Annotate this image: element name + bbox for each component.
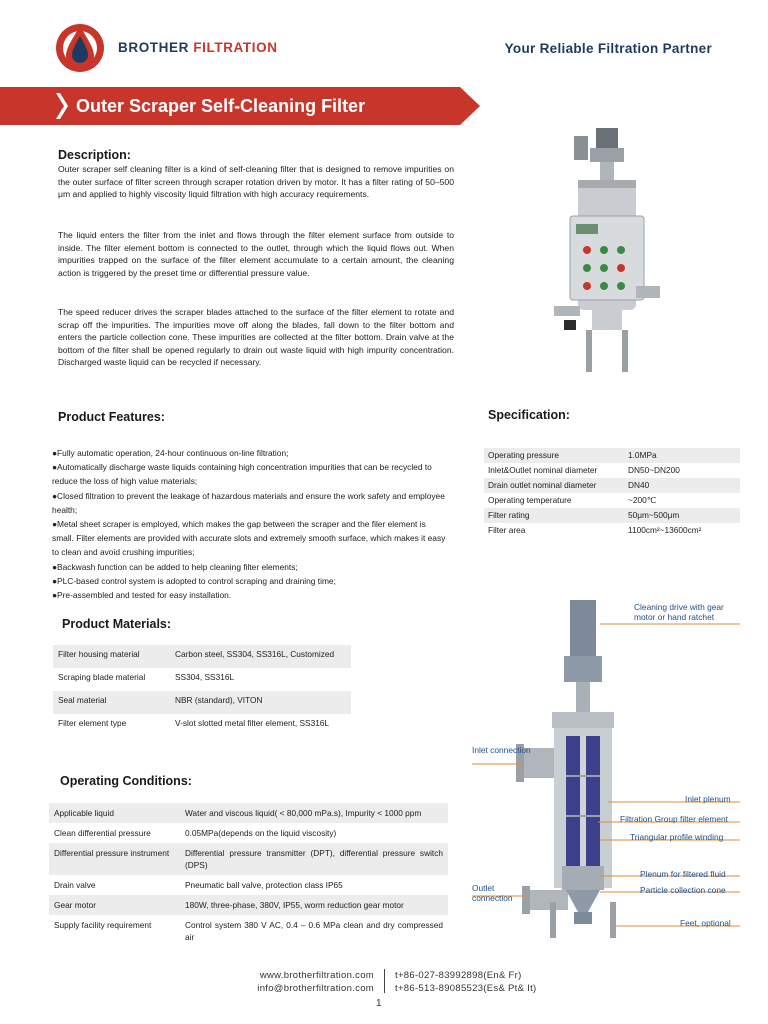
callout-triangular-winding: Triangular profile winding bbox=[630, 832, 724, 842]
footer-contact-web bbox=[242, 969, 374, 995]
callout-feet: Feet, optional bbox=[680, 918, 731, 928]
callout-inlet-plenum: Inlet plenum bbox=[685, 794, 731, 804]
callout-particle-cone: Particle collection cone bbox=[640, 885, 726, 895]
specification-heading: Specification: bbox=[488, 408, 570, 422]
condition-key: Gear motor bbox=[49, 895, 180, 915]
footer-divider bbox=[384, 969, 385, 993]
filter-product-photo bbox=[552, 126, 662, 376]
callout-filtration-group: Filtration Group filter element bbox=[620, 814, 728, 824]
condition-key: Applicable liquid bbox=[49, 803, 180, 823]
description-paragraph-1: Outer scraper self cleaning filter is a kind of self-cleaning filter that is designed to remove impurities on the outer surface of filter screen through scraper rotation driven by motor. It has a filter rating of 50–500 μm and applied to highly viscosity liquid filtration with high accuracy requirements. bbox=[58, 164, 454, 200]
table-row bbox=[49, 875, 448, 895]
brother-filtration-logo-icon bbox=[54, 18, 106, 76]
materials-heading: Product Materials: bbox=[62, 617, 172, 631]
feature-item: ●Closed filtration to prevent the leakage of hazardous materials and ensure the work safety and employee health; bbox=[52, 490, 445, 515]
callout-outlet-connection: Outlet connection bbox=[472, 883, 513, 903]
table-row bbox=[49, 843, 448, 875]
material-value: V-slot slotted metal filter element, SS316L bbox=[175, 718, 330, 728]
spec-value: DN40 bbox=[624, 478, 740, 493]
spec-value: 1100cm²~13600cm² bbox=[628, 525, 702, 535]
features-heading: Product Features: bbox=[58, 410, 165, 424]
brand-main: BROTHER bbox=[118, 40, 189, 55]
feature-item: ●Automatically discharge waste liquids containing high concentration impurities that can be recycled to reduce the loss of high value materials; bbox=[52, 462, 432, 487]
page-title: Outer Scraper Self-Cleaning Filter bbox=[76, 96, 366, 116]
spec-key: Operating temperature bbox=[488, 495, 572, 505]
material-key: Filter element type bbox=[58, 718, 127, 728]
table-row bbox=[49, 803, 448, 823]
condition-value: Control system 380 V AC, 0.4 – 0.6 MPa clean and dry compressed air bbox=[185, 920, 443, 942]
brand-accent: FILTRATION bbox=[193, 40, 278, 55]
table-row bbox=[484, 463, 740, 478]
condition-value: 180W, three-phase, 380V, IP55, worm reduction gear motor bbox=[180, 895, 448, 915]
condition-key: Drain valve bbox=[54, 880, 96, 890]
spec-key: Filter area bbox=[488, 525, 526, 535]
material-key: Scraping blade material bbox=[58, 672, 146, 682]
page-number: 1 bbox=[376, 998, 382, 1009]
description-heading: Description: bbox=[58, 148, 131, 162]
material-key: Filter housing material bbox=[53, 645, 170, 668]
condition-key: Clean differential pressure bbox=[54, 828, 151, 838]
table-row bbox=[484, 493, 740, 508]
spec-key: Filter rating bbox=[484, 508, 624, 523]
table-row bbox=[49, 823, 448, 843]
table-row bbox=[53, 668, 351, 691]
phone-1: t+86-027-83992898(En& Fr) bbox=[395, 970, 522, 981]
table-row bbox=[53, 691, 351, 714]
table-row bbox=[49, 915, 448, 947]
phone-2: t+86-513-89085523(Es& Pt& It) bbox=[395, 983, 537, 994]
spec-value: 50μm~500μm bbox=[624, 508, 740, 523]
spec-value: DN50~DN200 bbox=[628, 465, 680, 475]
callout-inlet-connection: Inlet connection bbox=[472, 745, 531, 755]
feature-item: ●Pre-assembled and tested for easy installation. bbox=[52, 590, 232, 601]
spec-key: Operating pressure bbox=[484, 448, 624, 463]
features-list bbox=[52, 446, 447, 602]
materials-table bbox=[53, 645, 351, 737]
feature-item: ●Metal sheet scraper is employed, which makes the gap between the scraper and the filer element is small. Filter elements are provided with accurate slots and extremely smooth surface, which makes it easy to clean and avoid crushing impurities; bbox=[52, 519, 446, 558]
table-row bbox=[53, 714, 351, 737]
feature-item: ●Fully automatic operation, 24-hour continuous on-line filtration; bbox=[52, 448, 289, 458]
condition-value: Water and viscous liquid( < 80,000 mPa.s), Impurity < 1000 ppm bbox=[180, 803, 448, 823]
spec-key: Drain outlet nominal diameter bbox=[484, 478, 624, 493]
operating-conditions-table bbox=[49, 803, 448, 947]
condition-key: Supply facility requirement bbox=[54, 920, 152, 930]
spec-value: 1.0MPa bbox=[624, 448, 740, 463]
website-link[interactable]: www.brotherfiltration.com bbox=[259, 970, 374, 981]
table-row bbox=[484, 448, 740, 463]
table-row bbox=[484, 523, 740, 538]
footer-contact-phone bbox=[395, 969, 537, 995]
callout-plenum-filtered: Plenum for filtered fluid bbox=[640, 869, 726, 879]
condition-value: 0.05MPa(depends on the liquid viscosity) bbox=[185, 828, 337, 838]
table-row bbox=[49, 895, 448, 915]
description-paragraph-3: The speed reducer drives the scraper blades attached to the surface of the filter element to rotate and scrap off the impurities. The impurities move off along the blades, fall down to the filter bottom and enters the particle collection cone. These impurities are collected at the filter bottom. Drain valve at the bottom of the filter shall be opened regularly to drain out waste liquid with high impurity concentration. Discharged waste liquid can be recycled if necessary. bbox=[58, 307, 454, 368]
operating-heading: Operating Conditions: bbox=[60, 774, 192, 788]
page-header bbox=[0, 0, 768, 90]
condition-key: Differential pressure instrument bbox=[49, 843, 180, 875]
callout-cleaning-drive: Cleaning drive with gear motor or hand ratchet bbox=[634, 602, 724, 622]
condition-value: Pneumatic ball valve, protection class IP65 bbox=[185, 880, 343, 890]
email-link[interactable]: info@brotherfiltration.com bbox=[257, 983, 374, 994]
table-row bbox=[484, 508, 740, 523]
feature-item: ●Backwash function can be added to help cleaning filter elements; bbox=[52, 561, 298, 572]
spec-value: ~200℃ bbox=[628, 495, 657, 505]
description-paragraph-2: The liquid enters the filter from the inlet and flows through the filter element surface from outside to inside. The filter element bottom is connected to the outlet, through which the liquid flows out. When impurities trapped on the surface of the filter element accumulate to a certain amount, the cleaning action is triggered by the preset time or differential pressure value. bbox=[58, 230, 454, 278]
material-value: SS304, SS316L bbox=[175, 672, 235, 682]
material-value: NBR (standard), VITON bbox=[170, 691, 351, 714]
table-row bbox=[53, 645, 351, 668]
material-key: Seal material bbox=[53, 691, 170, 714]
spec-key: Inlet&Outlet nominal diameter bbox=[488, 465, 598, 475]
tagline: Your Reliable Filtration Partner bbox=[504, 41, 712, 56]
feature-item: ●PLC-based control system is adopted to control scraping and draining time; bbox=[52, 575, 336, 586]
condition-value: Differential pressure transmitter (DPT), differential pressure switch (DPS) bbox=[180, 843, 448, 875]
material-value: Carbon steel, SS304, SS316L, Customized bbox=[170, 645, 351, 668]
table-row bbox=[484, 478, 740, 493]
specification-table bbox=[484, 448, 740, 538]
brand-name bbox=[118, 40, 278, 55]
